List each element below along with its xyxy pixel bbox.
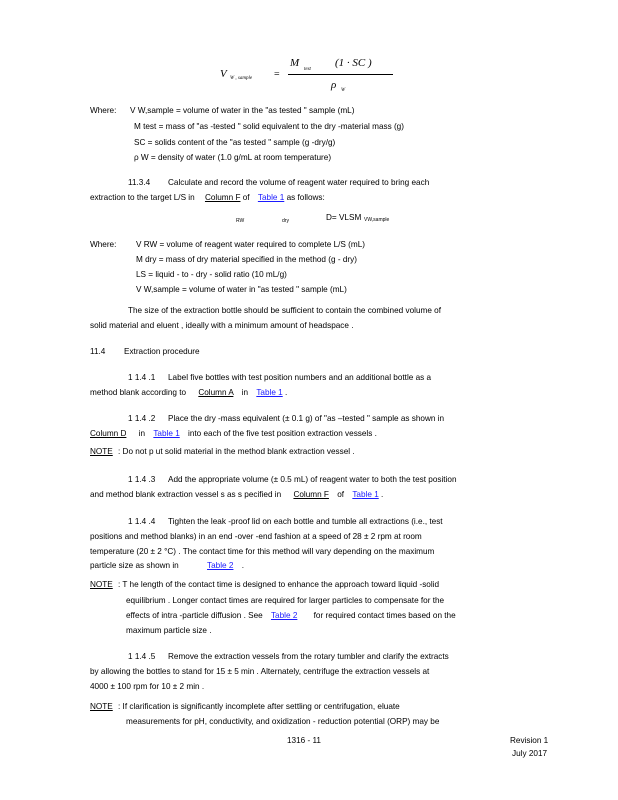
text: particle size as shown in (90, 561, 179, 570)
paragraph-line: Place the dry -mass equivalent (± 0.1 g) of "as –tested " sample as shown in (168, 414, 445, 423)
section-number: 11.4 (90, 347, 106, 356)
text: effects of intra -particle diffusion . See (126, 611, 263, 620)
where2-row: LS = liquid - to - dry - solid ratio (10 mL/g) (136, 270, 287, 279)
paragraph-line: solid material and eluent , ideally with a minimum amount of headspace . (90, 321, 354, 330)
formula2-rw: RW (236, 218, 245, 224)
text: of (337, 490, 345, 499)
note-label: NOTE (90, 702, 113, 711)
formula-num-m-sub: test (304, 67, 311, 72)
text: . (381, 490, 384, 499)
text: . (241, 561, 244, 570)
paragraph-line: Calculate and record the volume of reagent water required to bring each (168, 178, 430, 187)
table-link[interactable]: Table 1 (257, 193, 285, 202)
formula-num-paren: (1 · SC ) (335, 57, 372, 69)
note-text: equilibrium . Longer contact times are required for larger particles to compensate for the (126, 596, 445, 605)
paragraph-line (90, 429, 377, 438)
text: extraction to the target L/S in (90, 193, 195, 202)
paragraph-line: Remove the extraction vessels from the rotary tumbler and clarify the extracts (168, 652, 449, 661)
formula2-eq: D= VLSM (326, 213, 362, 222)
table-link[interactable]: Table 1 (256, 388, 283, 397)
where1-row: SC = solids content of the "as tested " sample (g -dry/g) (134, 138, 336, 147)
formula2-sub: VW,sample (364, 217, 390, 223)
paragraph-line: Label five bottles with test position numbers and an additional bottle as a (168, 373, 432, 382)
page-number: 1316 - 11 (287, 736, 321, 745)
paragraph-line: by allowing the bottles to stand for 15 ± 5 min . Alternately, centrifuge the extraction vessels at (90, 667, 430, 676)
formula-den: ρ (331, 79, 337, 91)
section-number: 1 1.4 .2 (128, 414, 156, 423)
revision: Revision 1 (510, 736, 549, 745)
where2-row: V RW = volume of reagent water required to complete L/S (mL) (136, 240, 365, 249)
text: of (242, 193, 250, 202)
paragraph-line (90, 561, 244, 570)
formula-lhs: V (220, 68, 227, 80)
text: into each of the five test position extraction vessels . (188, 429, 377, 438)
formula-den-sub: W (341, 88, 346, 93)
section-number: 1 1.4 .5 (128, 652, 156, 661)
text: in (241, 388, 249, 397)
note-label: NOTE (90, 447, 113, 456)
text: method blank according to (90, 388, 187, 397)
formula-num-m: M (290, 57, 300, 69)
where2-row: V W,sample = volume of water in "as tested " sample (mL) (136, 285, 347, 294)
paragraph-line: The size of the extraction bottle should be sufficient to contain the combined volume of (128, 306, 441, 315)
section-number: 1 1.4 .3 (128, 475, 156, 484)
where1-row: ρ W = density of water (1.0 g/mL at room temperature) (134, 153, 332, 162)
text: for required contact times based on the (313, 611, 456, 620)
where-label-1: Where: (90, 106, 117, 115)
text: and method blank extraction vessel s as s pecified in (90, 490, 282, 499)
formula-eq: = (274, 69, 280, 80)
section-number: 11.3.4 (128, 178, 151, 187)
paragraph-line: Tighten the leak -proof lid on each bottle and tumble all extractions (i.e., test (168, 517, 443, 526)
note-text: : Do not p ut solid material in the method blank extraction vessel . (118, 447, 355, 456)
section-number: 1 1.4 .4 (128, 517, 156, 526)
text: in (138, 429, 146, 438)
paragraph-line: positions and method blanks) in an end -over -end fashion at a speed of 28 ± 2 rpm at room (90, 532, 422, 541)
note-text: : If clarification is significantly incomplete after settling or centrifugation, eluate (118, 702, 400, 711)
paragraph-line: 4000 ± 100 rpm for 10 ± 2 min . (90, 682, 205, 691)
column-ref: Column D (90, 429, 127, 438)
column-ref: Column F (293, 490, 329, 499)
note-text: measurements for pH, conductivity, and oxidization - reduction potential (ORP) may be (126, 717, 440, 726)
fraction-bar (288, 74, 393, 75)
section-number: 1 1.4 .1 (128, 373, 156, 382)
paragraph-line: Add the appropriate volume (± 0.5 mL) of reagent water to both the test position (168, 475, 457, 484)
table-link[interactable]: Table 1 (153, 429, 180, 438)
paragraph-line (90, 388, 287, 397)
text: as follows: (286, 193, 325, 202)
note-text: : T he length of the contact time is designed to enhance the approach toward liquid -solid (118, 580, 440, 589)
where1-row: V W,sample = volume of water in the "as tested " sample (mL) (130, 106, 355, 115)
text: . (285, 388, 288, 397)
revision-date: July 2017 (512, 749, 548, 758)
where-label-2: Where: (90, 240, 117, 249)
column-ref: Column F (204, 193, 241, 202)
note-text: maximum particle size . (126, 626, 212, 635)
table-link[interactable]: Table 2 (270, 611, 298, 620)
paragraph-line (90, 490, 383, 499)
where2-row: M dry = mass of dry material specified in the method (g - dry) (136, 255, 357, 264)
table-link[interactable]: Table 2 (207, 561, 234, 570)
where1-row: M test = mass of "as -tested " solid equivalent to the dry -material mass (g) (134, 122, 404, 131)
column-ref: Column A (198, 388, 234, 397)
table-link[interactable]: Table 1 (352, 490, 379, 499)
formula-lhs-sub: W , sample (230, 76, 253, 81)
section-title: Extraction procedure (124, 347, 200, 356)
paragraph-line (90, 193, 325, 202)
formula2-dry: dry (282, 218, 289, 224)
note-label: NOTE (90, 580, 113, 589)
paragraph-line: temperature (20 ± 2 °C) . The contact time for this method will vary depending on the maximum (90, 547, 435, 556)
note-text (126, 611, 456, 620)
